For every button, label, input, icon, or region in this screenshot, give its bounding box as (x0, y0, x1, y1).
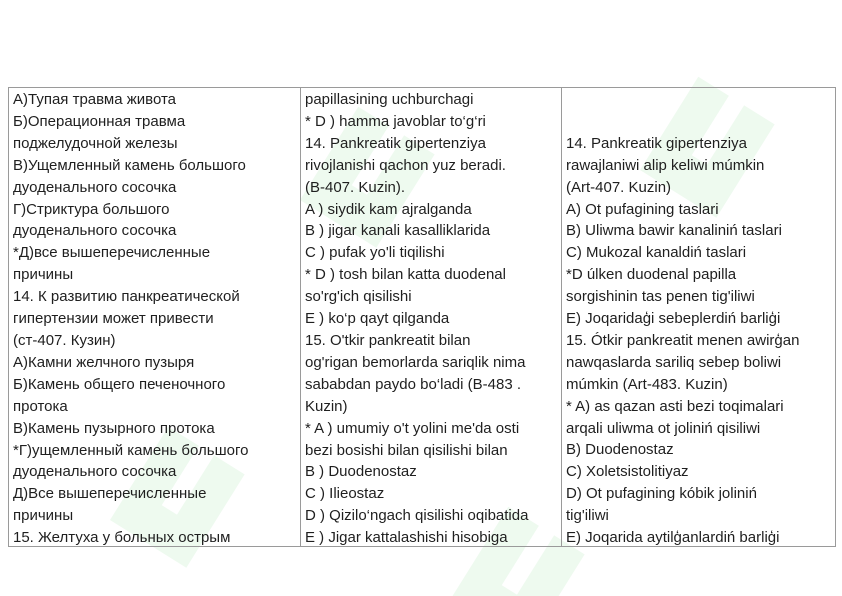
text-line: гипертензии может привести (13, 310, 214, 328)
text-line: Б)Камень общего печеночного (13, 375, 226, 393)
text-line: A ) siydik kam ajralganda (305, 200, 472, 218)
text-line: D) Ot pufagining kóbik joliniń (566, 485, 757, 503)
text-line: sababdan paydo bo‘ladi (B-483 . (305, 375, 521, 393)
text-line: sorgishinin tas penen tig'iliwi (566, 288, 755, 306)
text-line: 14. К развитию панкреатической (13, 288, 240, 306)
text-line: A) Ot pufagining taslari (566, 200, 719, 218)
karakalpak-column (562, 88, 835, 546)
russian-column (9, 88, 301, 546)
text-line: 15. Ótkir pankreatit menen awirģan (566, 331, 800, 349)
text-line: 15. Желтуха у больных острым (13, 529, 231, 546)
text-line: E ) Jigar kattalashishi hisobiga (305, 529, 508, 546)
text-line: (ст-407. Кузин) (13, 331, 116, 349)
text-line: Д)Все вышеперечисленные (13, 485, 207, 503)
text-line: дуоденального сосочка (13, 178, 177, 196)
text-line: *Д)все вышеперечисленные (13, 244, 211, 262)
text-line: arqali uliwma ot joliniń qisiliwi (566, 419, 761, 437)
text-line: D ) Qizilo‘ngach qisilishi oqibatida (305, 507, 529, 525)
text-line: Г)Стриктура большого (13, 200, 170, 218)
text-line: * D ) hamma javoblar to‘g‘ri (305, 112, 486, 130)
text-line: múmkin (Art-483. Kuzin) (566, 375, 728, 393)
text-line: C) Mukozal kanaldiń taslari (566, 244, 747, 262)
text-line: В)Камень пузырного протока (13, 419, 215, 437)
text-line (566, 89, 832, 111)
text-line: E) Joqaridaģi sebeplerdiń barliģi (566, 310, 781, 328)
text-line: причины (13, 266, 74, 284)
question-table (8, 87, 836, 547)
text-line: E ) ko‘p qayt qilganda (305, 310, 450, 328)
text-line: (Art-407. Kuzin) (566, 178, 672, 196)
text-line: E) Joqarida aytilģanlardiń barliģi (566, 529, 780, 546)
text-line: (B-407. Kuzin). (305, 178, 406, 196)
text-line: 14. Pankreatik gipertenziya (305, 134, 486, 152)
text-line: B) Uliwma bawir kanaliniń taslari (566, 222, 782, 240)
text-line: В)Ущемленный камень большого (13, 156, 246, 174)
text-line: bezi bosishi bilan qisilishi bilan (305, 441, 508, 459)
text-line: поджелудочной железы (13, 134, 178, 152)
text-line: C ) pufak yo'li tiqilishi (305, 244, 445, 262)
text-line: причины (13, 507, 74, 525)
text-line: *D úlken duodenal papilla (566, 266, 737, 284)
text-line: Kuzin) (305, 397, 348, 415)
text-line: rawajlaniwi alip keliwi múmkin (566, 156, 765, 174)
text-line: 15. O'tkir pankreatit bilan (305, 331, 471, 349)
text-line: og'rigan bemorlarda sariqlik nima (305, 353, 526, 371)
text-line: дуоденального сосочка (13, 222, 177, 240)
text-line: А)Камни желчного пузыря (13, 353, 195, 371)
uzbek-column (301, 88, 562, 546)
text-line (566, 111, 832, 133)
text-line: C ) Ilieostaz (305, 485, 385, 503)
text-line: nawqaslarda sariliq sebep boliwi (566, 353, 782, 371)
text-line: * D ) tosh bilan katta duodenal (305, 266, 506, 284)
text-line: дуоденального сосочка (13, 463, 177, 481)
text-line: * A ) umumiy o't yolini me'da osti (305, 419, 520, 437)
text-line: B ) jigar kanali kasalliklarida (305, 222, 491, 240)
text-line: 14. Pankreatik gipertenziya (566, 134, 747, 152)
text-line: протока (13, 397, 68, 415)
text-line: tig'iliwi (566, 507, 609, 525)
text-line: B) Duodenostaz (566, 441, 674, 459)
text-line: Б)Операционная травма (13, 112, 186, 130)
text-line: B ) Duodenostaz (305, 463, 417, 481)
text-line: rivojlanishi qachon yuz beradi. (305, 156, 506, 174)
text-line: А)Тупая травма живота (13, 91, 177, 108)
text-line: so'rg'ich qisilishi (305, 288, 412, 306)
text-line: * A) as qazan asti bezi toqimalari (566, 397, 784, 415)
text-line: *Г)ущемленный камень большого (13, 441, 249, 459)
text-line: papillasining uchburchagi (305, 91, 474, 108)
text-line: C) Xoletsistolitiyaz (566, 463, 689, 481)
